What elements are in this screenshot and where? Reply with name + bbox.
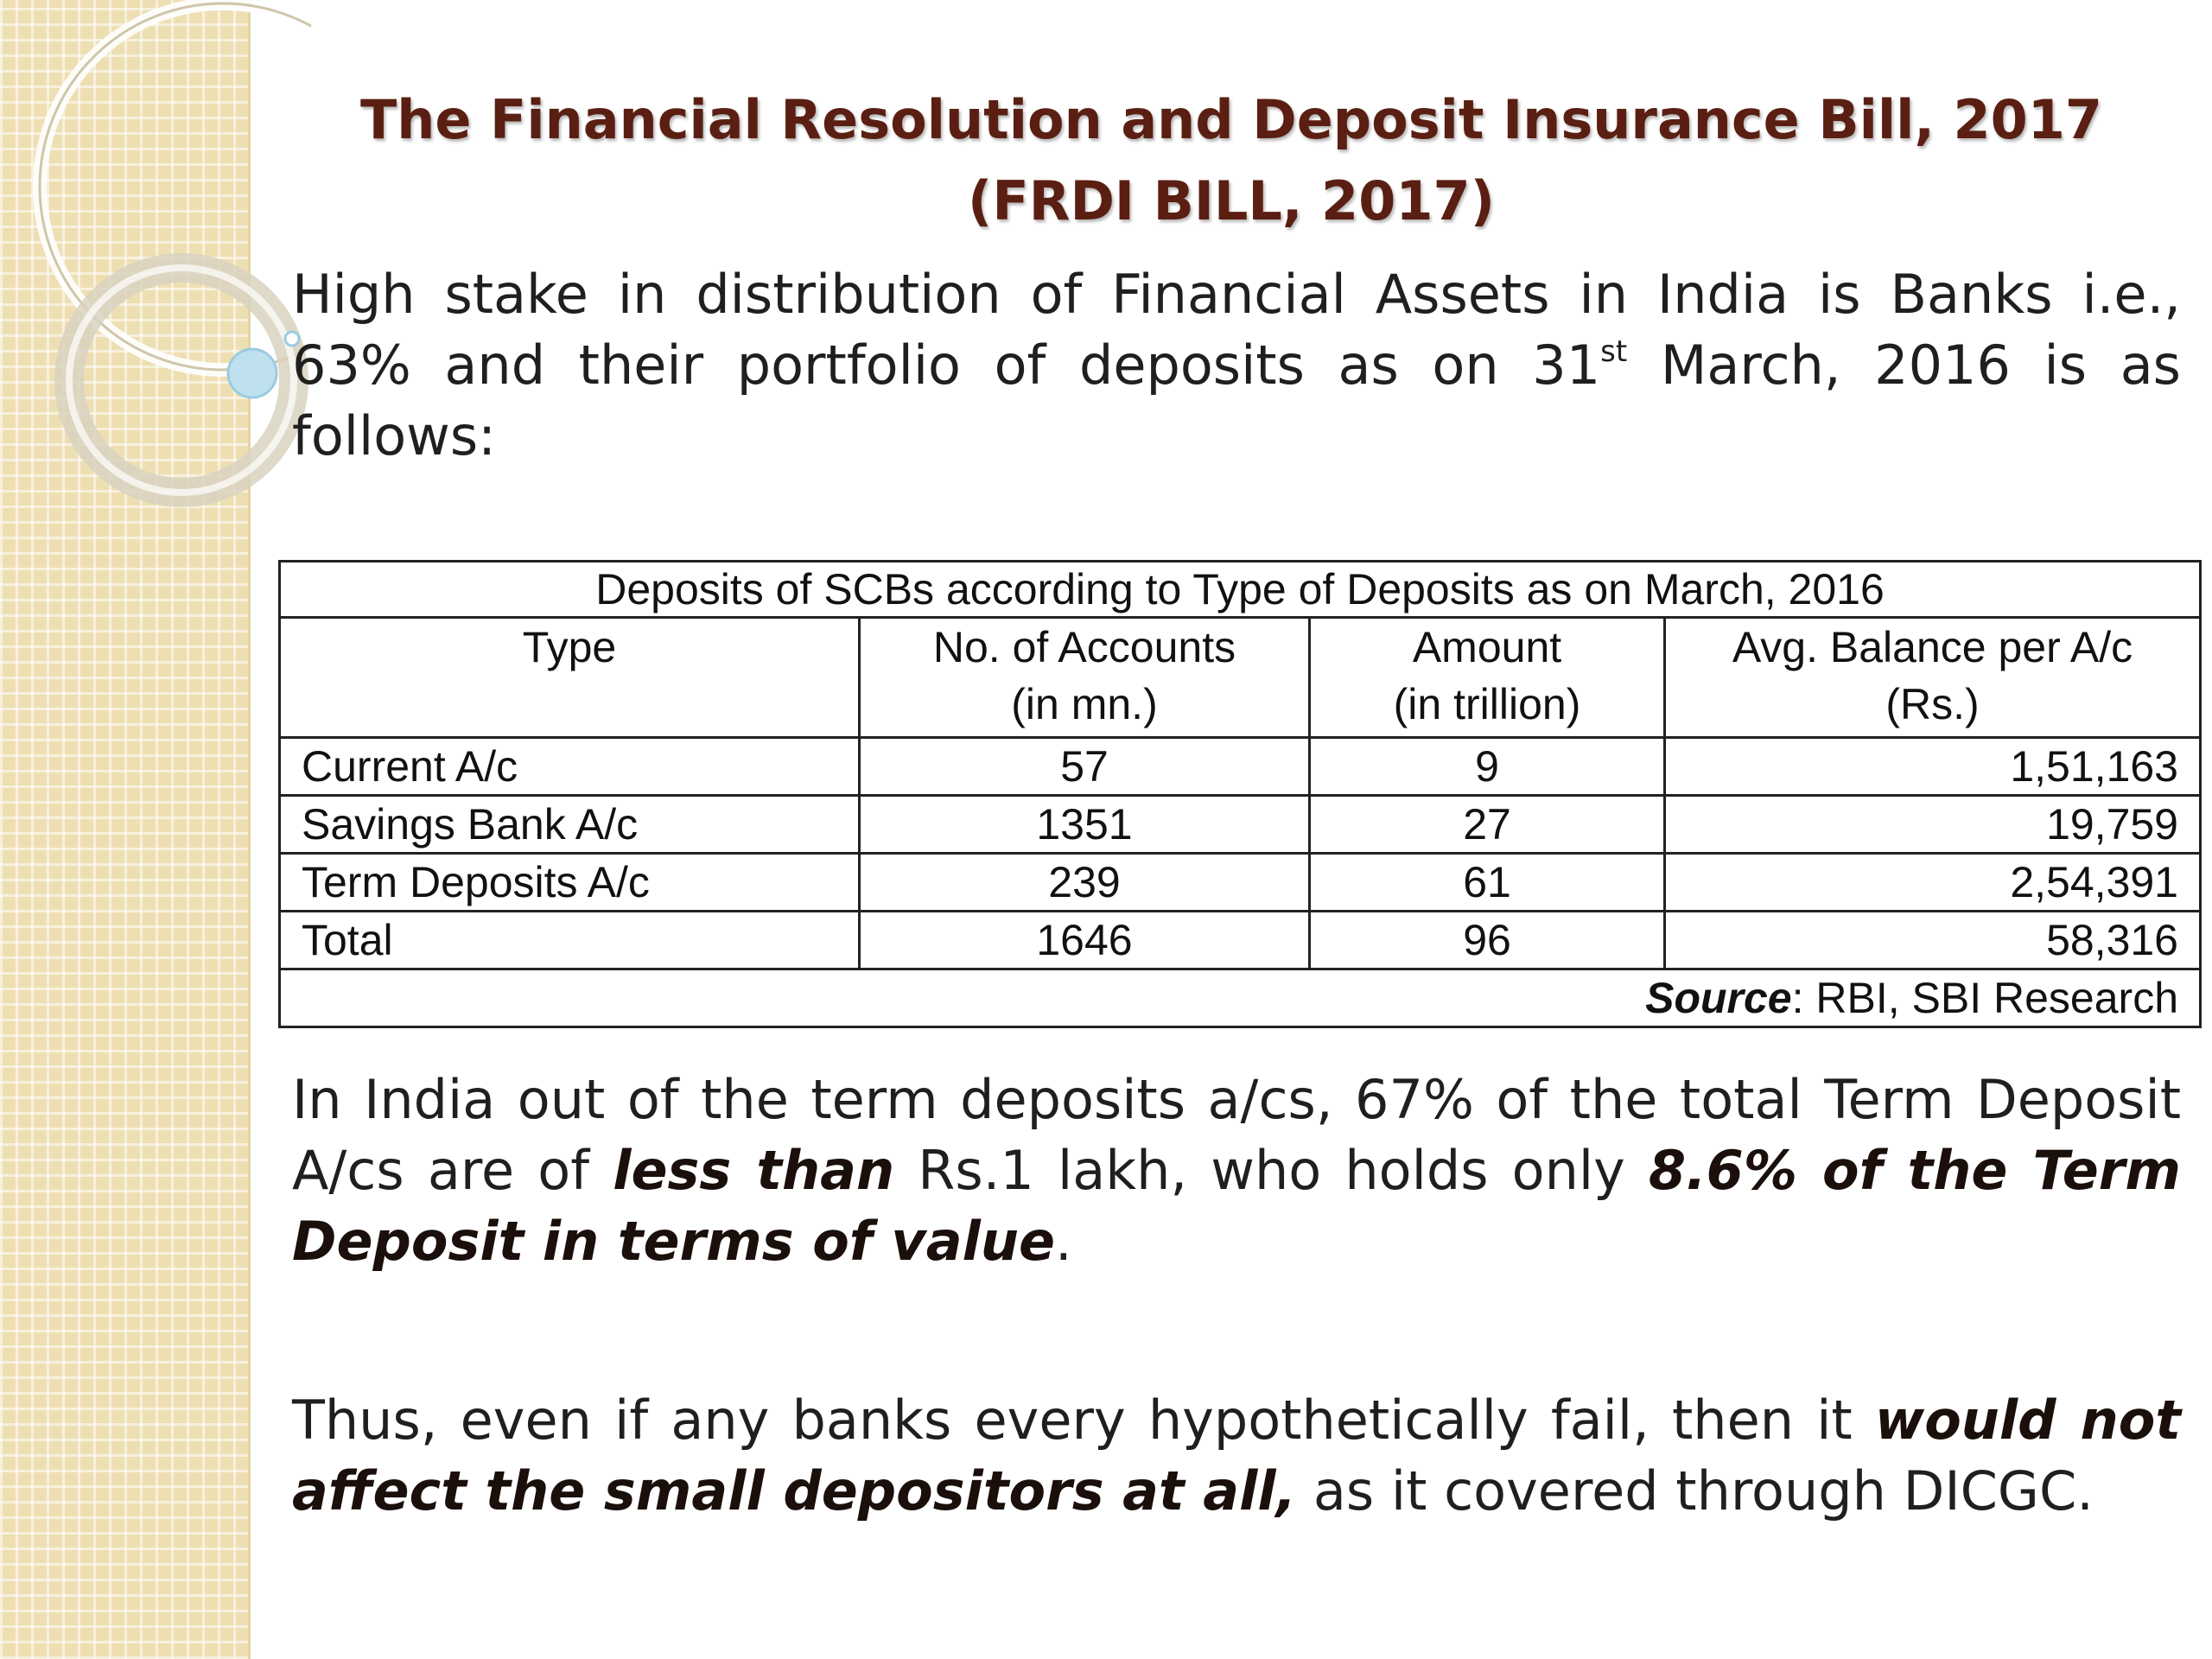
intro-superscript: st — [1600, 334, 1628, 369]
cell-type: Term Deposits A/c — [280, 854, 860, 912]
table-caption-row — [280, 562, 2201, 618]
cell-avg-balance: 1,51,163 — [1665, 738, 2201, 796]
table-row — [280, 738, 2201, 796]
emphasis-term-deposit-share: 8.6% of the Term Deposit in terms of value — [292, 1139, 2181, 1273]
table-row-total — [280, 912, 2201, 969]
header-amount: Amount (in trillion) — [1310, 618, 1665, 738]
cell-accounts: 1646 — [860, 912, 1310, 969]
table-source — [280, 969, 2201, 1027]
cell-accounts: 239 — [860, 854, 1310, 912]
cell-accounts: 57 — [860, 738, 1310, 796]
cell-amount: 96 — [1310, 912, 1665, 969]
cell-accounts: 1351 — [860, 796, 1310, 854]
slide-title — [311, 79, 2152, 242]
term-deposit-paragraph: In India out of the term deposits a/cs, 67% of the total Term Deposit A/cs are of less than Rs.1 lakh, who holds only 8.6% of the Term Deposit in terms of value. — [292, 1068, 2181, 1273]
table-header-row — [280, 618, 2201, 738]
intro-paragraph — [292, 259, 2181, 472]
table-row — [280, 854, 2201, 912]
table-source-row — [280, 969, 2201, 1027]
cell-amount: 9 — [1310, 738, 1665, 796]
cell-amount: 27 — [1310, 796, 1665, 854]
source-text: : RBI, SBI Research — [1791, 974, 2178, 1022]
cell-amount: 61 — [1310, 854, 1665, 912]
cell-type: Total — [280, 912, 860, 969]
cell-avg-balance: 2,54,391 — [1665, 854, 2201, 912]
cell-avg-balance: 58,316 — [1665, 912, 2201, 969]
conclusion-paragraph: Thus, even if any banks every hypothetically fail, then it would not affect the small depositors at all, as it covered through DICGC. — [292, 1389, 2181, 1522]
emphasis-small-depositors: would not affect the small depositors at all, — [292, 1389, 2181, 1522]
decorative-bubble-large — [228, 349, 276, 397]
header-avg-balance: Avg. Balance per A/c (Rs.) — [1665, 618, 2201, 738]
header-accounts: No. of Accounts (in mn.) — [860, 618, 1310, 738]
header-type: Type — [280, 618, 860, 738]
emphasis-less-than: less than — [613, 1139, 895, 1202]
intro-text: High stake in distribution of Financial Assets in India is Banks i.e., 63% and their portfolio of deposits as on 31 — [292, 263, 2181, 397]
title-line-1: The Financial Resolution and Deposit Insurance Bill, 2017 — [359, 88, 2103, 151]
cell-type: Current A/c — [280, 738, 860, 796]
cell-avg-balance: 19,759 — [1665, 796, 2201, 854]
decorative-circles — [0, 0, 311, 588]
intro-text-end: March, 2016 is as follows: — [292, 334, 2181, 467]
title-line-2: (FRDI BILL, 2017) — [968, 169, 1495, 232]
cell-type: Savings Bank A/c — [280, 796, 860, 854]
deposits-table — [278, 560, 2202, 1028]
table-row — [280, 796, 2201, 854]
table-caption: Deposits of SCBs according to Type of Deposits as on March, 2016 — [280, 562, 2201, 618]
source-label: Source — [1645, 974, 1792, 1022]
